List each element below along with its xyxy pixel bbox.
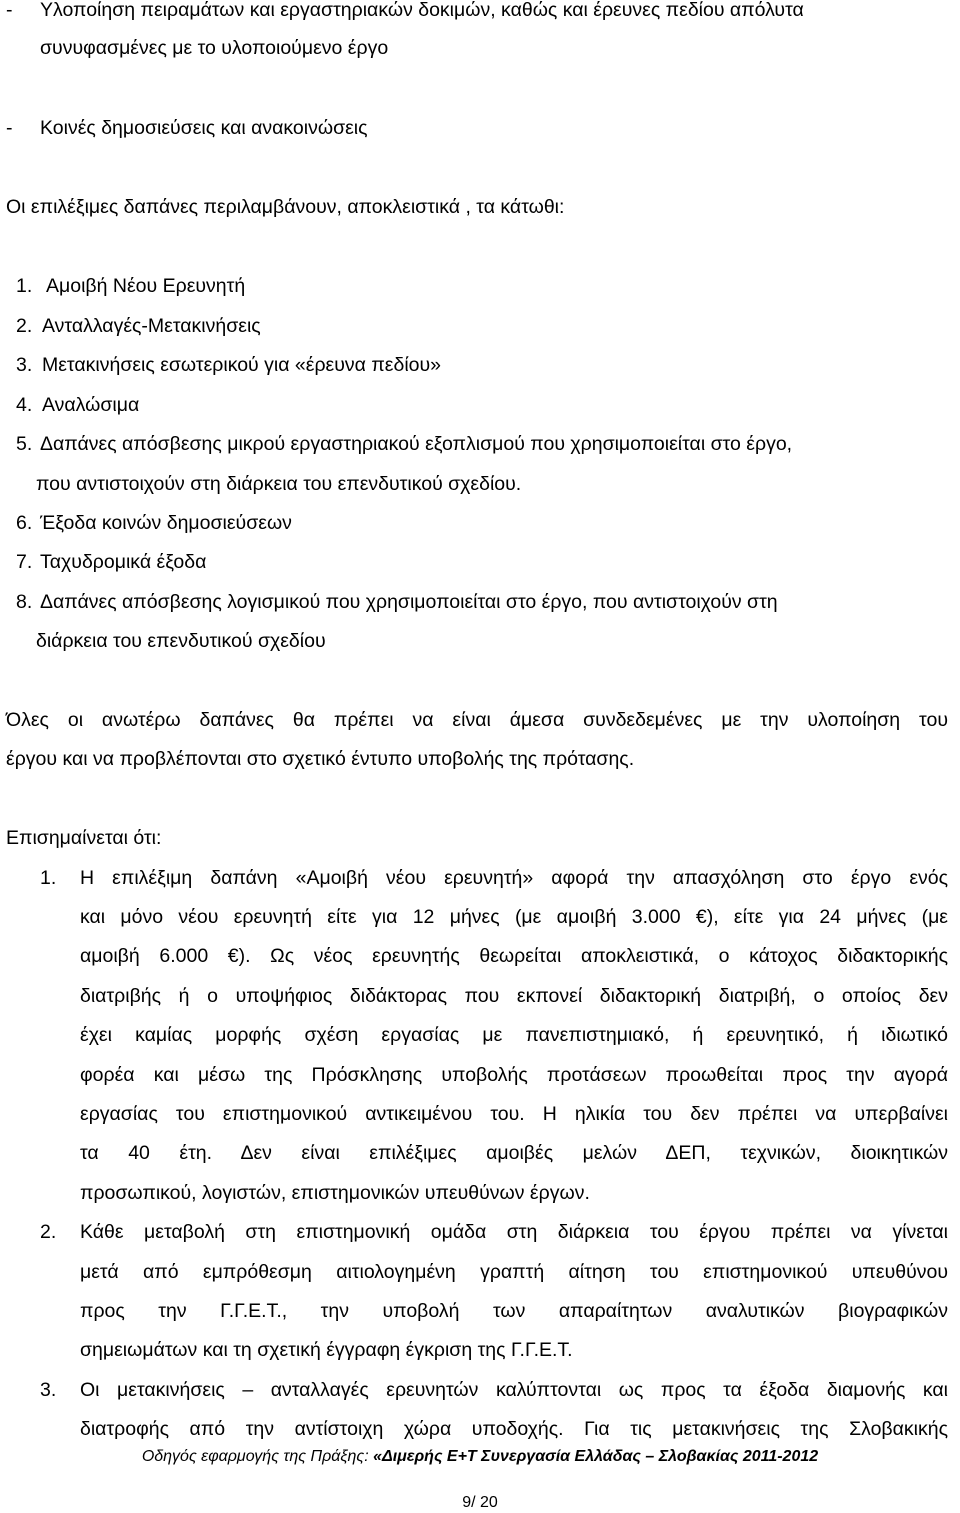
note-number: 1. [40, 867, 57, 889]
list-item-number: 1. [16, 275, 33, 297]
note-line: Κάθε μεταβολή στη επιστημονική ομάδα στη διάρκεια του έργου πρέπει να γίνεται [80, 1221, 948, 1243]
list-item: που αντιστοιχούν στη διάρκεια του επενδυτικού σχεδίου. [36, 473, 522, 495]
list-item: Έξοδα κοινών δημοσιεύσεων [40, 512, 292, 534]
note-line: Οι μετακινήσεις – ανταλλαγές ερευνητών καλύπτονται ως προς τα έξοδα διαμονής και [80, 1379, 948, 1401]
note-line: εργασίας του επιστημονικού αντικειμένου του. Η ηλικία του δεν πρέπει να υπερβαίνει [80, 1103, 948, 1125]
footer-program-name: «Διμερής Ε+Τ Συνεργασία Ελλάδας – Σλοβακίας 2011-2012 [373, 1448, 819, 1465]
list-item: Ανταλλαγές-Μετακινήσεις [42, 315, 261, 337]
list-item: Αμοιβή Νέου Ερευνητή [46, 275, 246, 297]
note-number: 3. [40, 1379, 57, 1401]
note-line: διατριβής ή ο υποψήφιος διδάκτορας που εκπονεί διδακτορική διατριβή, ο οποίος δεν [80, 985, 948, 1007]
list-item: Δαπάνες απόσβεσης λογισμικού που χρησιμοποιείται στο έργο, που αντιστοιχούν στη [40, 591, 778, 613]
notes-title: Επισημαίνεται ότι: [6, 827, 162, 849]
list-item-number: 4. [16, 394, 33, 416]
bullet-marker: - [6, 117, 13, 139]
bullet-line: συνυφασμένες με το υλοποιούμενο έργο [40, 37, 389, 59]
list-item: Δαπάνες απόσβεσης μικρού εργαστηριακού εξοπλισμού που χρησιμοποιείται στο έργο, [40, 433, 793, 455]
footer-prefix: Οδηγός εφαρμογής της Πράξης: [141, 1448, 374, 1465]
list-item: Ταχυδρομικά έξοδα [40, 551, 207, 573]
note-line: προσωπικού, λογιστών, επιστημονικών υπευθύνων έργων. [80, 1182, 590, 1204]
list-item-number: 7. [16, 551, 33, 573]
list-item-number: 6. [16, 512, 33, 534]
note-line: Η επιλέξιμη δαπάνη «Αμοιβή νέου ερευνητή» αφορά την απασχόληση στο έργο ενός [80, 867, 948, 889]
note-line: έχει καμίας μορφής σχέση εργασίας με πανεπιστημιακό, ή ερευνητικό, ή ιδιωτικό [80, 1024, 948, 1046]
bullet-line: Υλοποίηση πειραμάτων και εργαστηριακών δοκιμών, καθώς και έρευνες πεδίου απόλυτα [40, 0, 804, 21]
note-line: αμοιβή 6.000 €). Ως νέος ερευνητής θεωρείται αποκλειστικά, ο κάτοχος διδακτορικής [80, 945, 948, 967]
list-item-number: 2. [16, 315, 33, 337]
list-item-number: 8. [16, 591, 33, 613]
list-item-number: 3. [16, 354, 33, 376]
list-item: διάρκεια του επενδυτικού σχεδίου [36, 630, 326, 652]
footer-title [0, 1447, 960, 1467]
note-line: σημειωμάτων και τη σχετική έγγραφη έγκριση της Γ.Γ.Ε.Τ. [80, 1339, 573, 1361]
note-number: 2. [40, 1221, 57, 1243]
note-line: και μόνο νέου ερευνητή είτε για 12 μήνες (με αμοιβή 3.000 €), είτε για 24 μήνες (με [80, 906, 948, 928]
eligible-intro: Οι επιλέξιμες δαπάνες περιλαμβάνουν, αποκλειστικά , τα κάτωθι: [6, 196, 565, 218]
paragraph-line: Όλες οι ανωτέρω δαπάνες θα πρέπει να είναι άμεσα συνδεδεμένες με την υλοποίηση του [6, 709, 948, 731]
bullet-marker: - [6, 0, 13, 21]
note-line: τα 40 έτη. Δεν είναι επιλέξιμες αμοιβές μελών ΔΕΠ, τεχνικών, διοικητικών [80, 1142, 948, 1164]
list-item-number: 5. [16, 433, 33, 455]
page-number: 9/ 20 [462, 1494, 498, 1511]
list-item: Αναλώσιμα [42, 394, 140, 416]
note-line: μετά από εμπρόθεσμη αιτιολογημένη γραπτή αίτηση του επιστημονικού υπευθύνου [80, 1261, 948, 1283]
note-line: φορέα και μέσω της Πρόσκλησης υποβολής προτάσεων προωθείται προς την αγορά [80, 1064, 948, 1086]
note-line: προς την Γ.Γ.Ε.Τ., την υποβολή των απαραίτητων αναλυτικών βιογραφικών [80, 1300, 948, 1322]
paragraph-line: έργου και να προβλέπονται στο σχετικό έντυπο υποβολής της πρότασης. [6, 748, 635, 770]
list-item: Μετακινήσεις εσωτερικού για «έρευνα πεδίου» [42, 354, 442, 376]
bullet-line: Κοινές δημοσιεύσεις και ανακοινώσεις [40, 117, 368, 139]
note-line: διατροφής από την αντίστοιχη χώρα υποδοχής. Για τις μετακινήσεις της Σλοβακικής [80, 1418, 948, 1440]
